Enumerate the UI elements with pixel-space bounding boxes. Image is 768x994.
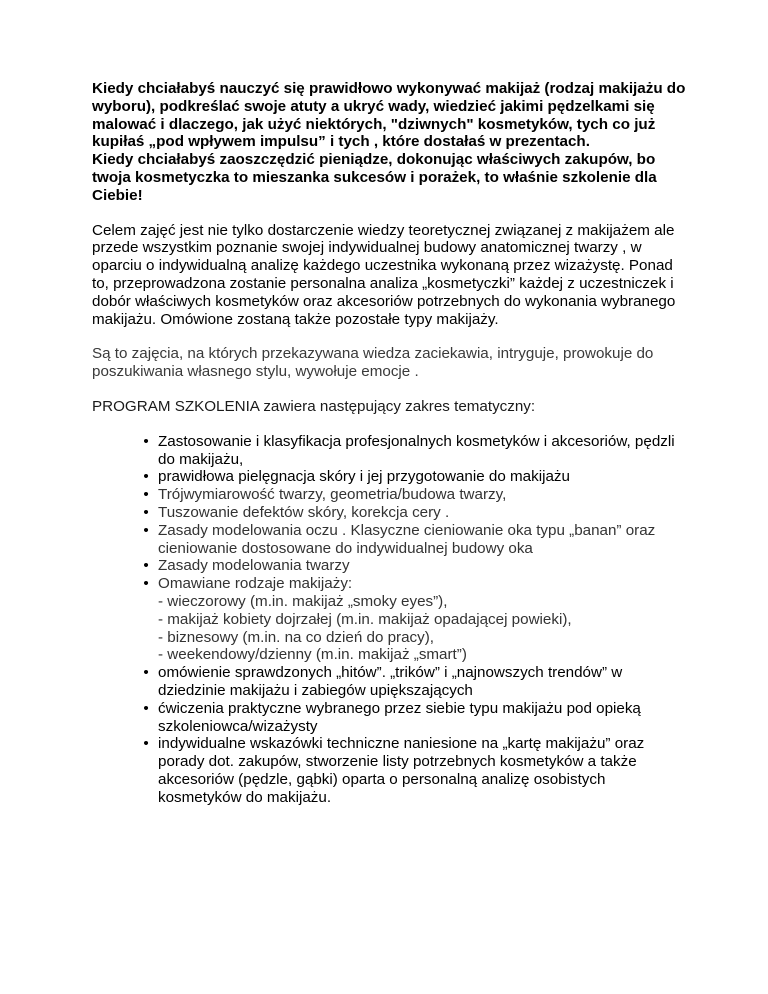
intro-line-1: Kiedy chciałabyś nauczyć się prawidłowo wykonywać makijaż (rodzaj makijażu do wyboru), podkreślać swoje atuty a ukryć wady, wiedzieć jakimi pędzelkami się malować i dlaczego, jak użyć niektórych, "dziwnych" kosmetyków, tych co już kupiłaś „pod wpływem impulsu” i tych , które dostałaś w prezentach. bbox=[92, 80, 686, 151]
bullet-icon: • bbox=[143, 468, 149, 486]
paragraph-description: Są to zajęcia, na których przekazywana wiedza zaciekawia, intryguje, prowokuje do poszukiwania własnego stylu, wywołuje emocje . bbox=[92, 345, 654, 381]
list-item-text: Zasady modelowania twarzy bbox=[158, 557, 350, 575]
list-item-text: Zastosowanie i klasyfikacja profesjonalnych kosmetyków i akcesoriów, pędzli do makijażu, bbox=[158, 432, 675, 468]
makeup-type-weekend: - weekendowy/dzienny (m.in. makijaż „smart”) bbox=[158, 646, 467, 664]
paragraph-goal: Celem zajęć jest nie tylko dostarczenie wiedzy teoretycznej związanej z makijażem ale przede wszystkim poznanie swojej indywidualnej budowy anatomicznej twarzy , w oparciu o indywidualną analizę każdego uczestnika wykonaną przez wizażystę. Ponad to, przeprowadzona zostanie personalna analiza „kosmetyczki” każdej z uczestniczek i dobór właściwych kosmetyków oraz akcesoriów potrzebnych do wykonania wybranego makijażu. Omówione zostaną także pozostałe typy makijaży. bbox=[92, 221, 676, 328]
intro-text bbox=[92, 80, 692, 205]
list-item-text: Zasady modelowania oczu . Klasyczne cieniowanie oka typu „banan” oraz cieniowanie dostosowane do indywidualnej budowy oka bbox=[158, 521, 656, 557]
intro-line-2: Kiedy chciałabyś zaoszczędzić pieniądze, dokonując właściwych zakupów, bo twoja kosmetyczka to mieszanka sukcesów i porażek, to właśnie szkolenie dla Ciebie! bbox=[92, 151, 657, 204]
list-item bbox=[92, 557, 692, 575]
list-item bbox=[92, 504, 692, 522]
list-item bbox=[92, 700, 692, 736]
bullet-icon: • bbox=[143, 557, 149, 575]
makeup-type-business: - biznesowy (m.in. na co dzień do pracy), bbox=[158, 628, 435, 646]
list-item-text: omówienie sprawdzonych „hitów”. „trików” i „najnowszych trendów” w dziedzinie makijażu i zabiegów upiększających bbox=[158, 664, 623, 699]
list-item bbox=[92, 433, 692, 469]
list-item bbox=[92, 735, 692, 806]
list-item bbox=[92, 664, 692, 700]
list-item-text: Omawiane rodzaje makijaży: bbox=[158, 575, 353, 593]
list-item bbox=[92, 575, 692, 664]
document-page bbox=[92, 80, 692, 806]
bullet-icon: • bbox=[143, 432, 149, 450]
makeup-type-mature: - makijaż kobiety dojrzałej (m.in. makijaż opadającej powieki), bbox=[158, 610, 572, 628]
list-item bbox=[92, 522, 692, 558]
bullet-icon: • bbox=[143, 575, 149, 593]
bullet-icon: • bbox=[143, 735, 149, 753]
list-item bbox=[92, 468, 692, 486]
list-item bbox=[92, 486, 692, 504]
list-item-text: prawidłowa pielęgnacja skóry i jej przygotowanie do makijażu bbox=[158, 468, 570, 486]
list-item-text: Tuszowanie defektów skóry, korekcja cery . bbox=[158, 503, 450, 521]
list-item-text: Trójwymiarowość twarzy, geometria/budowa twarzy, bbox=[158, 486, 507, 504]
list-item-text: indywidualne wskazówki techniczne naniesione na „kartę makijażu” oraz porady dot. zakupów, stworzenie listy potrzebnych kosmetyków a także akcesoriów (pędzle, gąbki) oparta o personalną analizę osobistych kosmetyków do makijażu. bbox=[158, 735, 645, 806]
bullet-icon: • bbox=[143, 503, 149, 521]
bullet-icon: • bbox=[143, 699, 149, 717]
program-heading: PROGRAM SZKOLENIA zawiera następujący zakres tematyczny: bbox=[92, 397, 536, 415]
makeup-type-evening: - wieczorowy (m.in. makijaż „smoky eyes”), bbox=[158, 592, 448, 610]
bullet-icon: • bbox=[143, 521, 149, 539]
bullet-icon: • bbox=[143, 664, 149, 682]
bullet-icon: • bbox=[143, 486, 149, 504]
list-item-text: ćwiczenia praktyczne wybranego przez siebie typu makijażu pod opieką szkoleniowca/wizażysty bbox=[158, 699, 641, 735]
topics-list bbox=[92, 433, 692, 807]
